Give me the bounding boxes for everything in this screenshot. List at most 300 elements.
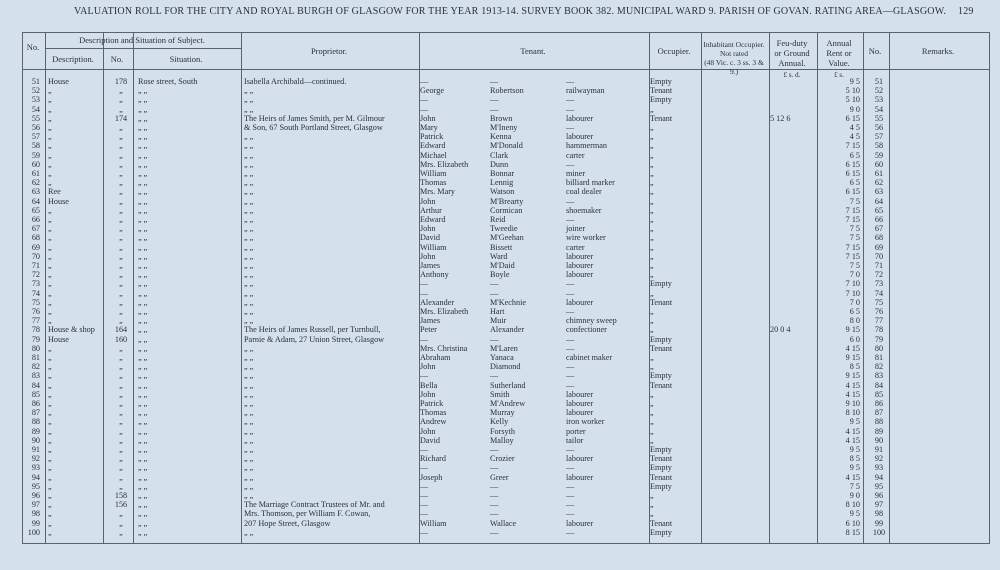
cell-rent: 5 10 <box>845 95 860 105</box>
cell-tsn: Kenna <box>490 132 512 142</box>
table-row <box>0 464 1000 473</box>
cell-no: 63 <box>31 187 40 197</box>
cell-occu: „ <box>650 132 654 142</box>
cell-prop: Parnie & Adam, 27 Union Street, Glasgow <box>244 334 385 344</box>
cell-no: 62 <box>31 178 40 188</box>
cell-no: 76 <box>31 307 40 316</box>
cell-sit: „ „ <box>138 307 148 316</box>
cell-occ: labourer <box>566 113 594 123</box>
cell-occ: carter <box>566 242 585 252</box>
cell-prop: The Heirs of James Russell, per Turnbull, <box>244 325 381 335</box>
cell-prop: „ „ <box>244 279 254 289</box>
cell-desc: House <box>48 77 69 86</box>
cell-occu: „ <box>650 242 654 252</box>
cell-desc: „ <box>48 251 52 261</box>
header-no2: No. <box>868 46 882 56</box>
cell-num: „ <box>119 86 123 96</box>
cell-sit: „ „ <box>138 481 148 491</box>
cell-no: 97 <box>31 500 40 510</box>
cell-no: 58 <box>31 141 40 151</box>
cell-rent: 8 10 <box>845 408 860 418</box>
cell-no2: 59 <box>874 150 884 160</box>
cell-desc: „ <box>48 408 52 418</box>
cell-rent: 6 15 <box>845 113 860 123</box>
cell-no2: 83 <box>874 371 884 381</box>
cell-rent: 9 10 <box>845 399 860 408</box>
cell-occu: „ <box>650 500 654 510</box>
cell-occu: „ <box>650 123 654 132</box>
cell-num: „ <box>119 380 123 390</box>
cell-no2: 68 <box>874 233 884 243</box>
cell-desc: „ <box>48 426 52 436</box>
cell-tfn: — <box>420 491 429 500</box>
cell-sit: „ „ <box>138 169 148 178</box>
cell-occ: wire worker <box>566 233 606 243</box>
cell-sit: „ „ <box>138 233 148 243</box>
cell-prop: „ „ <box>244 491 254 500</box>
cell-num: „ <box>119 159 123 169</box>
cell-no: 56 <box>31 123 40 132</box>
cell-desc: „ <box>48 270 52 280</box>
cell-prop: „ „ <box>244 362 254 372</box>
cell-rent: 7 5 <box>849 224 860 234</box>
cell-num: „ <box>119 150 123 160</box>
cell-no2: 51 <box>874 77 884 86</box>
cell-no: 82 <box>31 362 40 372</box>
cell-rent: 4 15 <box>845 472 860 482</box>
cell-sit: „ „ <box>138 445 148 454</box>
cell-sit: Rose street, South <box>138 77 198 86</box>
cell-tsn: — <box>490 509 499 519</box>
cell-no: 75 <box>31 297 40 307</box>
cell-rent: 7 5 <box>849 261 860 270</box>
cell-tfn: Mrs. Christina <box>420 343 468 353</box>
cell-occ: miner <box>566 169 586 178</box>
cell-num: 174 <box>114 113 128 123</box>
cell-num: „ <box>119 123 123 132</box>
cell-num: „ <box>119 408 123 418</box>
cell-num: „ <box>119 454 123 464</box>
cell-tsn: Lennig <box>490 178 514 188</box>
cell-prop: „ „ <box>244 224 254 234</box>
header-no: No. <box>26 42 40 52</box>
cell-rent: 8 0 <box>849 316 860 326</box>
cell-occu: „ <box>650 150 654 160</box>
cell-rent: 7 15 <box>845 141 860 151</box>
cell-tfn: Mrs. Mary <box>420 187 456 197</box>
table-row <box>0 142 1000 151</box>
cell-tsn: M'Andrew <box>490 399 526 408</box>
cell-tfn: — <box>420 463 429 473</box>
cell-occu: Tenant <box>650 454 673 464</box>
cell-occ: — <box>566 343 575 353</box>
cell-rent: 6 15 <box>845 187 860 197</box>
cell-num: „ <box>119 417 123 427</box>
cell-tsn: — <box>490 491 499 500</box>
cell-desc: „ <box>48 95 52 105</box>
cell-rent: 7 10 <box>845 288 860 298</box>
cell-sit: „ „ <box>138 353 148 362</box>
table-row <box>0 336 1000 345</box>
cell-desc: „ <box>48 472 52 482</box>
cell-rent: 5 10 <box>845 86 860 96</box>
cell-feu: 5 12 6 <box>770 113 791 123</box>
cell-rent: 4 15 <box>845 380 860 390</box>
cell-rent: 9 5 <box>849 463 860 473</box>
cell-occu: „ <box>650 169 654 178</box>
cell-num: „ <box>119 343 123 353</box>
cell-tsn: — <box>490 481 499 491</box>
cell-desc: „ <box>48 527 52 537</box>
cell-occ: — <box>566 104 575 114</box>
cell-tsn: Reid <box>490 215 506 224</box>
cell-tfn: — <box>420 527 429 537</box>
cell-occ: — <box>566 371 575 381</box>
cell-desc: „ <box>48 509 52 519</box>
cell-desc: „ <box>48 123 52 132</box>
cell-desc: „ <box>48 353 52 362</box>
cell-occu: Tenant <box>650 86 673 96</box>
cell-rent: 6 5 <box>849 307 860 316</box>
cell-no: 84 <box>31 380 40 390</box>
cell-tsn: Dunn <box>490 159 509 169</box>
cell-prop: „ „ <box>244 178 254 188</box>
header-subject-group: Description and Situation of Subject. <box>79 35 205 45</box>
cell-occu: „ <box>650 215 654 224</box>
cell-tfn: Patrick <box>420 399 444 408</box>
cell-num: „ <box>119 224 123 234</box>
cell-no2: 96 <box>874 491 884 500</box>
cell-tfn: Richard <box>420 454 446 464</box>
cell-tsn: Sutherland <box>490 380 526 390</box>
cell-num: „ <box>119 288 123 298</box>
cell-desc: „ <box>48 500 52 510</box>
cell-occu: Tenant <box>650 113 673 123</box>
cell-no: 93 <box>31 463 40 473</box>
cell-no: 53 <box>31 95 40 105</box>
cell-desc: „ <box>48 399 52 408</box>
cell-occ: — <box>566 123 575 132</box>
cell-no: 95 <box>31 481 40 491</box>
cell-num: „ <box>119 435 123 445</box>
cell-no: 60 <box>31 159 40 169</box>
cell-occ: railwayman <box>566 86 605 96</box>
table-row <box>0 529 1000 538</box>
cell-tsn: M'Kechnie <box>490 297 527 307</box>
cell-tsn: Brown <box>490 113 513 123</box>
cell-no: 74 <box>31 288 40 298</box>
cell-tsn: — <box>490 371 499 381</box>
header-inhabitant <box>700 40 768 76</box>
cell-tsn: — <box>490 527 499 537</box>
cell-sit: „ „ <box>138 86 148 96</box>
header-inhabitant-line3: (48 Vic. c. 3 ss. 3 & 9.) <box>704 58 764 76</box>
cell-tfn: Bella <box>420 380 438 390</box>
cell-no: 88 <box>31 417 40 427</box>
cell-no2: 64 <box>874 196 884 206</box>
cell-tfn: — <box>420 500 429 510</box>
cell-num: „ <box>119 95 123 105</box>
cell-occ: iron worker <box>566 417 605 427</box>
cell-prop: „ „ <box>244 481 254 491</box>
cell-occu: „ <box>650 417 654 427</box>
cell-sit: „ „ <box>138 205 148 215</box>
cell-rent: 8 5 <box>849 362 860 372</box>
cell-no: 89 <box>31 426 40 436</box>
cell-tfn: Mary <box>420 123 438 132</box>
cell-occ: — <box>566 463 575 473</box>
cell-occu: „ <box>650 426 654 436</box>
cell-no2: 63 <box>874 187 884 197</box>
cell-tfn: — <box>420 371 429 381</box>
cell-desc: „ <box>48 481 52 491</box>
cell-desc: „ <box>48 169 52 178</box>
cell-occ: — <box>566 77 575 86</box>
cell-prop: & Son, 67 South Portland Street, Glasgow <box>244 123 383 132</box>
cell-num: „ <box>119 196 123 206</box>
cell-tfn: John <box>420 224 436 234</box>
cell-tsn: Malloy <box>490 435 514 445</box>
cell-no: 85 <box>31 389 40 399</box>
cell-sit: „ „ <box>138 500 148 510</box>
cell-tsn: — <box>490 463 499 473</box>
cell-rent: 9 5 <box>849 445 860 454</box>
cell-desc: „ <box>48 215 52 224</box>
cell-occ: — <box>566 159 575 169</box>
cell-rent: 7 15 <box>845 215 860 224</box>
cell-no2: 79 <box>874 334 884 344</box>
page-number: 129 <box>958 6 974 17</box>
cell-occu: „ <box>650 205 654 215</box>
cell-no: 86 <box>31 399 40 408</box>
cell-prop: „ „ <box>244 463 254 473</box>
cell-num: „ <box>119 353 123 362</box>
header-proprietor: Proprietor. <box>310 46 348 56</box>
cell-tfn: — <box>420 445 429 454</box>
cell-num: „ <box>119 509 123 519</box>
cell-no2: 77 <box>874 316 884 326</box>
cell-occ: labourer <box>566 518 594 528</box>
cell-tsn: Muir <box>490 316 507 326</box>
cell-no2: 65 <box>874 205 884 215</box>
cell-num: „ <box>119 463 123 473</box>
cell-num: 160 <box>114 334 128 344</box>
table-row <box>0 96 1000 105</box>
cell-occu: „ <box>650 435 654 445</box>
cell-num: „ <box>119 279 123 289</box>
cell-tsn: — <box>490 77 499 86</box>
cell-prop: „ „ <box>244 242 254 252</box>
cell-tfn: John <box>420 362 436 372</box>
cell-rent: 9 15 <box>845 353 860 362</box>
cell-tsn: — <box>490 104 499 114</box>
cell-desc: „ <box>48 233 52 243</box>
table-row <box>0 234 1000 243</box>
cell-prop: „ „ <box>244 380 254 390</box>
cell-occu: Empty <box>650 463 672 473</box>
running-head-title: VALUATION ROLL FOR THE CITY AND ROYAL BURGH OF GLASGOW FOR THE YEAR 1913-14. SURVEY BOOK 382. MUNICIPAL WARD 9. PARISH OF GOVAN. RATING AREA—GLASGOW. <box>74 6 947 17</box>
cell-prop: „ „ <box>244 261 254 270</box>
cell-occ: shoemaker <box>566 205 602 215</box>
cell-occu: „ <box>650 316 654 326</box>
cell-sit: „ „ <box>138 104 148 114</box>
rent-units: £ s. <box>834 71 844 79</box>
cell-occ: labourer <box>566 251 594 261</box>
cell-desc: „ <box>48 491 52 500</box>
cell-desc: „ <box>48 380 52 390</box>
cell-sit: „ „ <box>138 261 148 270</box>
cell-occ: tailor <box>566 435 584 445</box>
cell-tsn: Bissett <box>490 242 513 252</box>
cell-rent: 6 5 <box>849 150 860 160</box>
header-rent-line1: Annual <box>826 38 852 48</box>
cell-num: 156 <box>114 500 128 510</box>
cell-num: „ <box>119 104 123 114</box>
cell-rent: 6 15 <box>845 169 860 178</box>
cell-no2: 90 <box>874 435 884 445</box>
cell-sit: „ „ <box>138 325 148 335</box>
cell-tfn: — <box>420 104 429 114</box>
header-tenant: Tenant. <box>520 46 546 56</box>
cell-desc: „ <box>48 224 52 234</box>
cell-num: „ <box>119 426 123 436</box>
cell-prop: „ „ <box>244 86 254 96</box>
cell-occu: „ <box>650 187 654 197</box>
cell-occu: Tenant <box>650 472 673 482</box>
cell-no2: 80 <box>874 343 884 353</box>
cell-occ: porter <box>566 426 586 436</box>
cell-prop: „ „ <box>244 408 254 418</box>
cell-occ: — <box>566 334 575 344</box>
cell-occu: „ <box>650 261 654 270</box>
cell-prop: „ „ <box>244 371 254 381</box>
cell-tfn: — <box>420 334 429 344</box>
cell-no: 70 <box>31 251 40 261</box>
cell-prop: „ „ <box>244 307 254 316</box>
cell-no2: 89 <box>874 426 884 436</box>
cell-prop: „ „ <box>244 435 254 445</box>
cell-num: „ <box>119 481 123 491</box>
cell-no: 54 <box>31 104 40 114</box>
cell-tsn: Murray <box>490 408 515 418</box>
table-row <box>0 474 1000 483</box>
cell-no2: 61 <box>874 169 884 178</box>
cell-tfn: — <box>420 509 429 519</box>
cell-no: 65 <box>31 205 40 215</box>
cell-no2: 93 <box>874 463 884 473</box>
cell-num: „ <box>119 270 123 280</box>
cell-prop: „ „ <box>244 527 254 537</box>
cell-tfn: Patrick <box>420 132 444 142</box>
cell-no2: 69 <box>874 242 884 252</box>
cell-prop: Isabella Archibald—continued. <box>244 77 347 86</box>
cell-tsn: Hart <box>490 307 505 316</box>
cell-rent: 6 0 <box>849 334 860 344</box>
cell-occ: — <box>566 380 575 390</box>
cell-no2: 85 <box>874 389 884 399</box>
cell-prop: „ „ <box>244 95 254 105</box>
cell-occu: Empty <box>650 77 672 86</box>
cell-sit: „ „ <box>138 380 148 390</box>
cell-tfn: John <box>420 251 436 261</box>
table-row <box>0 428 1000 437</box>
cell-tsn: Cormican <box>490 205 523 215</box>
cell-no2: 78 <box>874 325 884 335</box>
cell-occu: „ <box>650 196 654 206</box>
cell-desc: „ <box>48 518 52 528</box>
cell-tsn: Boyle <box>490 270 510 280</box>
cell-prop: „ „ <box>244 343 254 353</box>
cell-tsn: Yanaca <box>490 353 514 362</box>
cell-num: „ <box>119 251 123 261</box>
cell-no2: 82 <box>874 362 884 372</box>
cell-occ: cabinet maker <box>566 353 613 362</box>
cell-num: „ <box>119 527 123 537</box>
cell-occ: — <box>566 215 575 224</box>
cell-prop: „ „ <box>244 205 254 215</box>
cell-rent: 7 0 <box>849 297 860 307</box>
cell-rent: 4 5 <box>849 132 860 142</box>
header-feu <box>768 38 816 68</box>
cell-sit: „ „ <box>138 141 148 151</box>
cell-desc: House <box>48 334 69 344</box>
cell-no2: 100 <box>872 527 886 537</box>
cell-occ: billiard marker <box>566 178 615 188</box>
cell-num: „ <box>119 205 123 215</box>
cell-no: 57 <box>31 132 40 142</box>
cell-no: 79 <box>31 334 40 344</box>
cell-no: 98 <box>31 509 40 519</box>
cell-occu: Empty <box>650 371 672 381</box>
cell-tfn: Edward <box>420 215 446 224</box>
cell-prop: „ „ <box>244 454 254 464</box>
cell-num: „ <box>119 445 123 454</box>
cell-no2: 67 <box>874 224 884 234</box>
cell-rent: 6 10 <box>845 518 860 528</box>
cell-occu: Empty <box>650 95 672 105</box>
cell-no2: 97 <box>874 500 884 510</box>
cell-occu: Empty <box>650 334 672 344</box>
cell-sit: „ „ <box>138 435 148 445</box>
cell-tsn: Tweedie <box>490 224 518 234</box>
cell-no2: 73 <box>874 279 884 289</box>
cell-no: 66 <box>31 215 40 224</box>
cell-prop: „ „ <box>244 215 254 224</box>
cell-prop: The Heirs of James Smith, per M. Gilmour <box>244 113 385 123</box>
cell-no: 73 <box>31 279 40 289</box>
cell-tsn: Smith <box>490 389 510 399</box>
cell-no: 72 <box>31 270 40 280</box>
cell-no2: 75 <box>874 297 884 307</box>
header-rent-line3: Value. <box>828 58 850 68</box>
cell-no2: 55 <box>874 113 884 123</box>
table-row <box>0 382 1000 391</box>
cell-tsn: M'Donald <box>490 141 523 151</box>
cell-occ: labourer <box>566 297 594 307</box>
header-description: Description. <box>52 54 94 64</box>
cell-tfn: — <box>420 95 429 105</box>
cell-rent: 9 15 <box>845 325 860 335</box>
cell-tfn: James <box>420 316 441 326</box>
cell-occu: „ <box>650 307 654 316</box>
cell-tsn: Bonnar <box>490 169 515 178</box>
cell-tsn: Clark <box>490 150 509 160</box>
cell-rent: 9 5 <box>849 77 860 86</box>
cell-no2: 81 <box>874 353 884 362</box>
header-remarks: Remarks. <box>921 46 955 56</box>
cell-no: 94 <box>31 472 40 482</box>
table-row <box>0 326 1000 335</box>
